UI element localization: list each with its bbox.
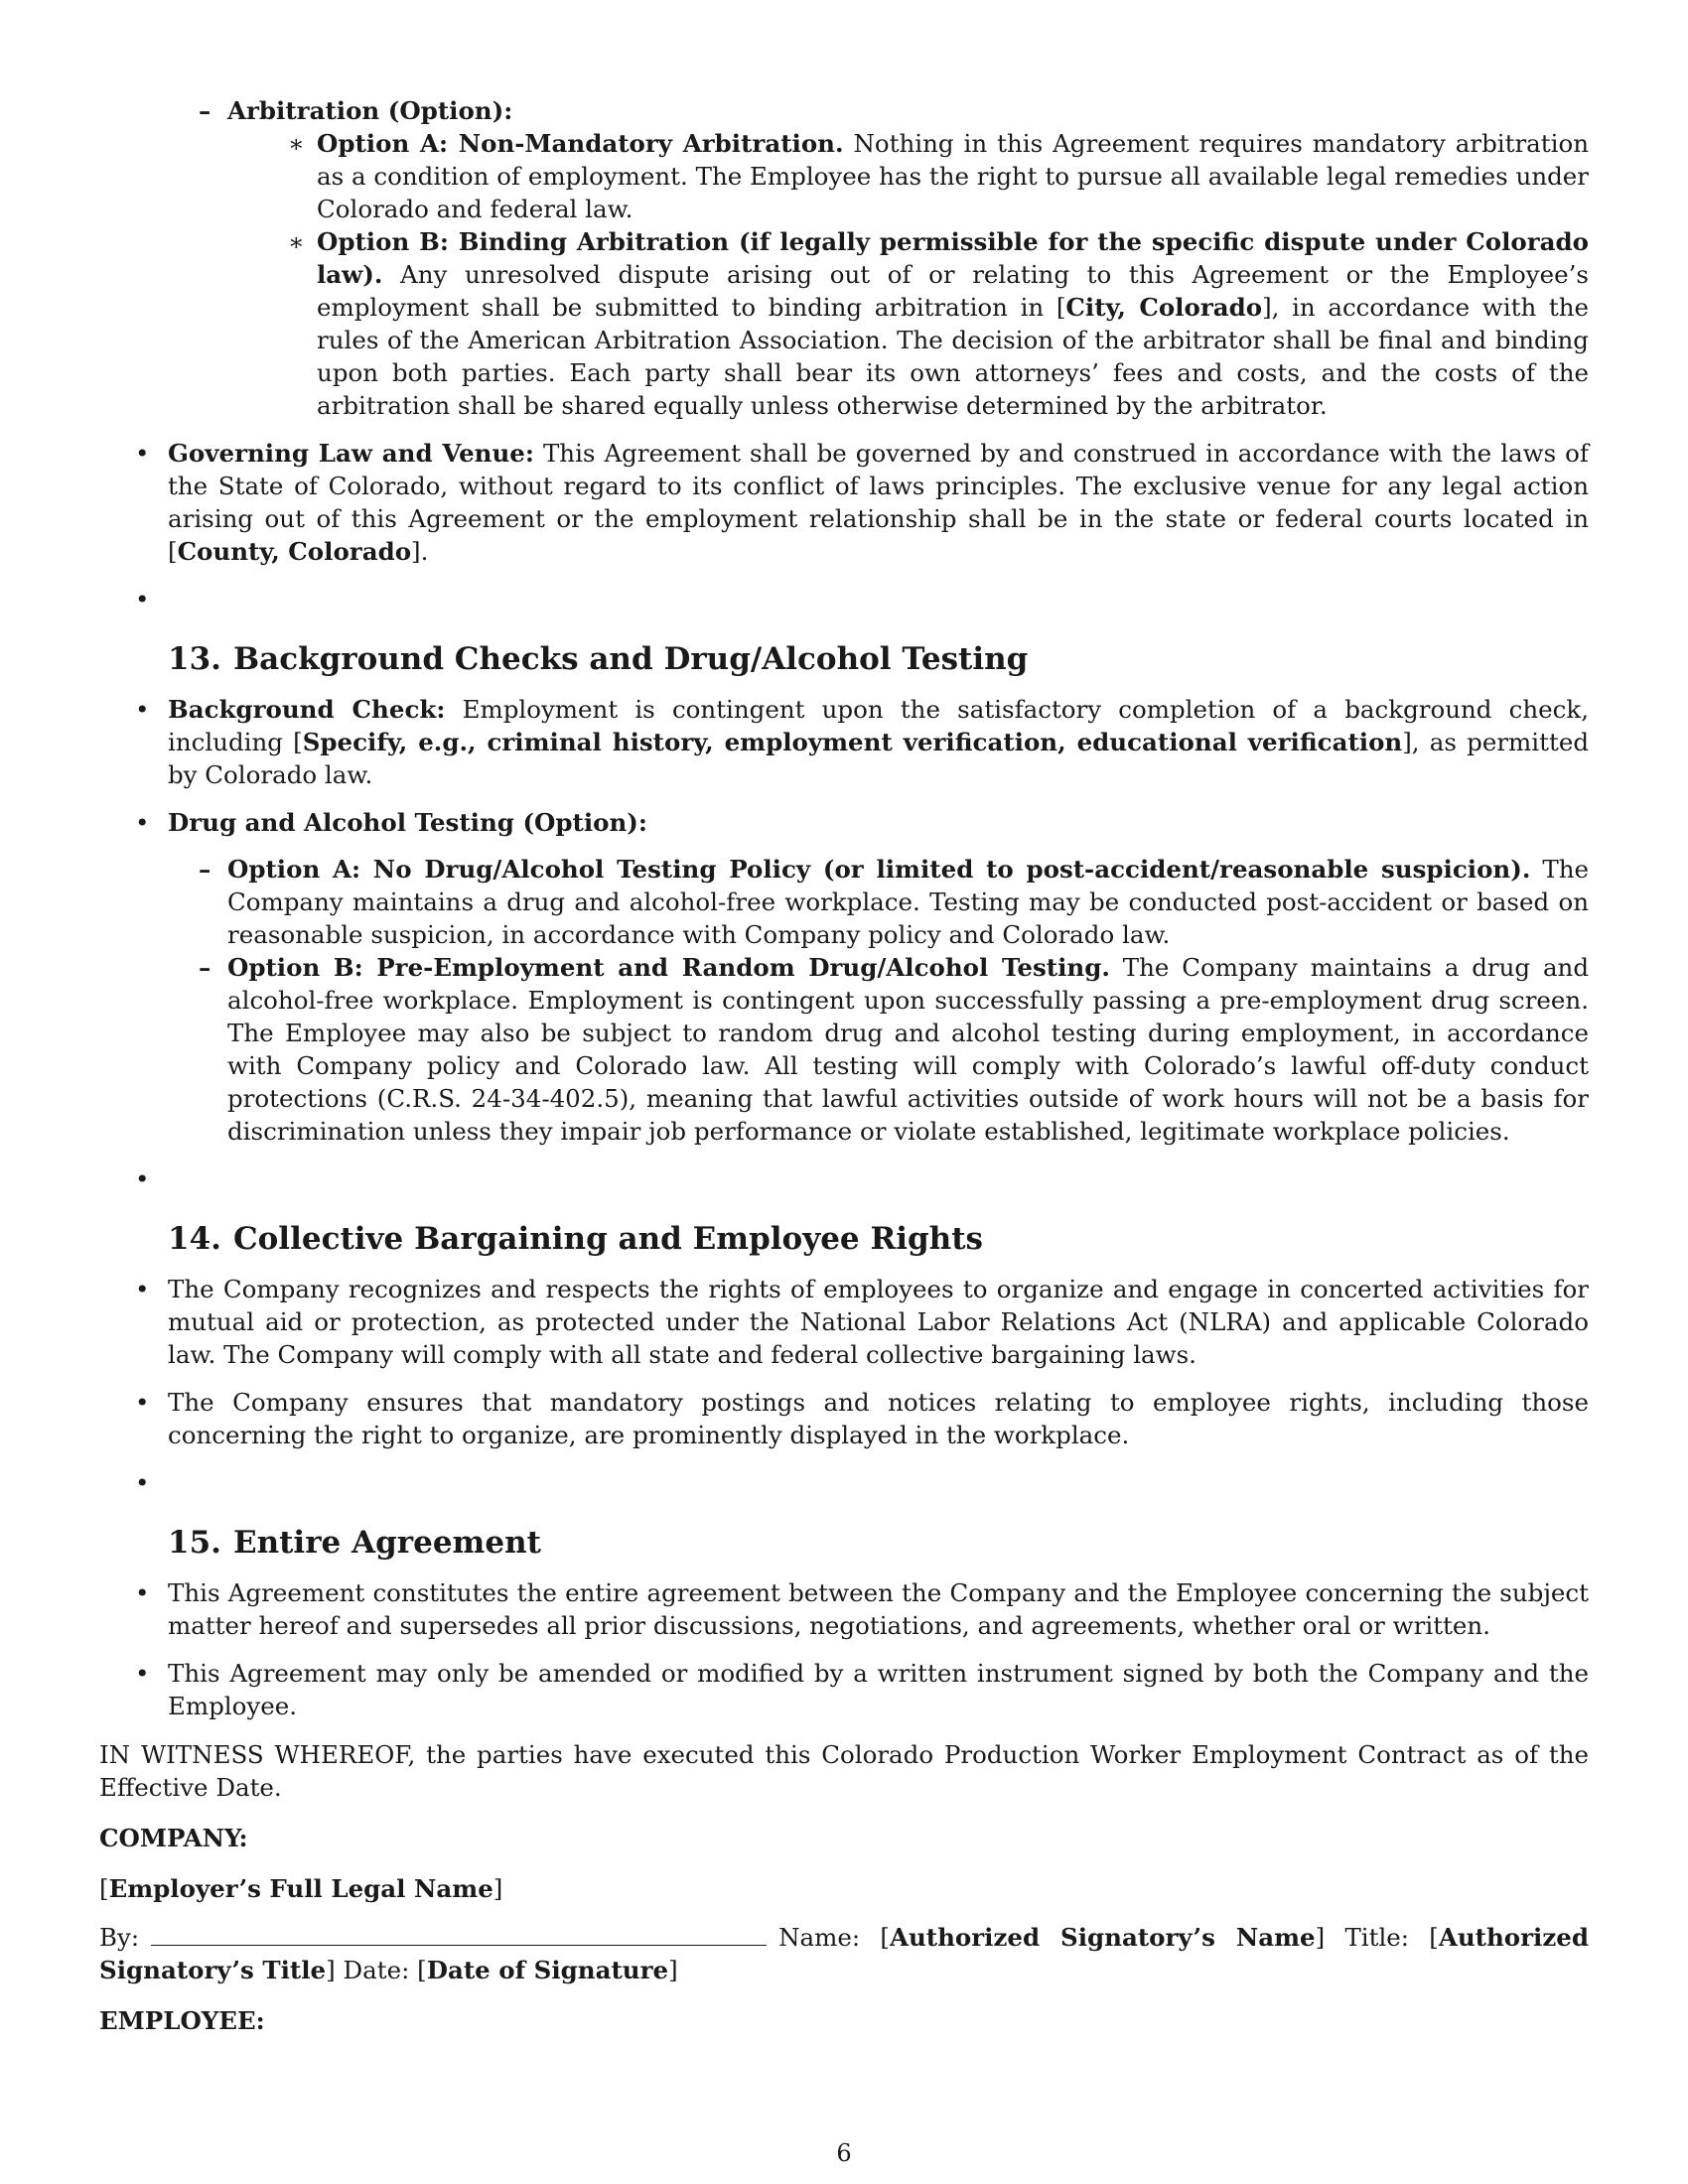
employer-name-placeholder: Employer’s Full Legal Name xyxy=(108,1874,493,1903)
drug-testing-options xyxy=(199,853,1589,1148)
list-item-text: • The Company recognizes and respects the rights of employees to organize and engage in concerted activities for mutual aid or protection, as protected under the National Labor Relations Act (NLRA) and applicable Colorado law. The Company will comply with all state and federal collective bargaining laws. xyxy=(168,1275,1589,1369)
drug-testing-title: Drug and Alcohol Testing (Option): xyxy=(168,808,647,837)
arbitration-list xyxy=(199,94,1589,422)
city-placeholder: City, Colorado xyxy=(1065,293,1263,322)
section-13-heading xyxy=(168,639,1589,679)
signature-line[interactable] xyxy=(151,1925,767,1946)
background-check-text: Employment is contingent upon the satisfactory completion of a background check, including [ xyxy=(168,695,1589,756)
employee-label: EMPLOYEE: xyxy=(99,2006,265,2035)
section-title: Entire Agreement xyxy=(232,1525,541,1561)
page-number: 6 xyxy=(836,2139,852,2167)
governing-law-text-end: ]. xyxy=(411,537,429,566)
name-label: Name: xyxy=(778,1923,861,1952)
drug-option-b xyxy=(199,951,1589,1148)
date-label: Date: xyxy=(343,1956,410,1984)
date-placeholder: Date of Signature xyxy=(426,1956,669,1984)
section-13-list xyxy=(99,693,1589,1195)
option-b-text-cont: ], in accordance with the rules of the American Arbitration Association. The decision of the arbitrator shall be final and binding upon both parties. Each party shall bear its own attorneys’ fees and costs, and the costs of the arbitration shall be shared equally unless otherwise determined by the arbitrator. xyxy=(317,293,1589,420)
governing-law-title: Governing Law and Venue: xyxy=(168,439,534,468)
option-b-text: Any unresolved dispute arising out of or relating to this Agreement or the Employee’s employment shall be submitted to binding arbitration in [ xyxy=(317,260,1589,322)
background-check-title: Background Check: xyxy=(168,695,446,724)
section-title: Collective Bargaining and Employee Rights xyxy=(232,1221,983,1257)
arbitration-option-b xyxy=(288,225,1589,422)
background-check-item xyxy=(99,693,1589,791)
empty-bullet xyxy=(99,1466,1589,1499)
governing-law-text: This Agreement shall be governed by and construed in accordance with the laws of the State of Colorado, without regard to its conflict of laws principles. The exclusive venue for any legal action arising out of this Agreement or the employment relationship shall be in the state or federal courts located in [ xyxy=(168,439,1590,566)
list-item-text: • This Agreement may only be amended or modified by a written instrument signed by both the Company and the Employee. xyxy=(168,1659,1589,1720)
section-15-heading xyxy=(168,1523,1589,1563)
by-label: By: xyxy=(99,1923,140,1952)
list-item-text: • This Agreement constitutes the entire agreement between the Company and the Employee concerning the subject matter hereof and supersedes all prior discussions, negotiations, and agreements, whether oral or written. xyxy=(168,1578,1589,1640)
empty-bullet xyxy=(99,1162,1589,1195)
background-placeholder: Specify, e.g., criminal history, employment verification, educational verification xyxy=(302,728,1403,756)
arbitration-heading: Arbitration (Option): xyxy=(227,96,513,125)
drug-option-a-title: Option A: No Drug/Alcohol Testing Policy (or limited to post-accident/reasonable suspicion). xyxy=(227,855,1531,884)
empty-bullet xyxy=(99,583,1589,615)
list-item xyxy=(99,1273,1589,1371)
arbitration-item xyxy=(199,94,1589,422)
drug-option-a xyxy=(199,853,1589,951)
title-placeholder: Authorized Signatory’s Title xyxy=(99,1923,1589,1984)
signature-block: By: Name: [Authorized Signatory’s Name] Title: [Authorized Signatory’s Title] Date: [Date of Signature] xyxy=(99,1923,1589,1984)
list-item xyxy=(99,1576,1589,1642)
section-number: 14. xyxy=(168,1221,221,1257)
county-placeholder: County, Colorado xyxy=(177,537,412,566)
drug-option-a-text: The Company maintains a drug and alcohol-free workplace. Testing may be conducted post-accident or based on reasonable suspicion, in accordance with Company policy and Colorado law. xyxy=(227,855,1589,949)
option-a-text: Nothing in this Agreement requires mandatory arbitration as a condition of employment. The Employee has the right to pursue all available legal remedies under Colorado and federal law. xyxy=(317,129,1589,223)
drug-option-b-title: Option B: Pre-Employment and Random Drug/Alcohol Testing. xyxy=(227,953,1110,982)
list-item xyxy=(99,1657,1589,1722)
title-label: Title: xyxy=(1344,1923,1410,1952)
list-item-text: • The Company ensures that mandatory postings and notices relating to employee rights, including those concerning the right to organize, are prominently displayed in the workplace. xyxy=(168,1388,1589,1449)
document-page xyxy=(99,94,1589,2037)
list-item xyxy=(99,1386,1589,1451)
option-a-title: Option A: Non-Mandatory Arbitration. xyxy=(317,129,844,158)
section-14-list xyxy=(99,1273,1589,1499)
governing-law-item xyxy=(99,437,1589,568)
drug-option-b-text: The Company maintains a drug and alcohol-free workplace. Employment is contingent upon successfully passing a pre-employment drug screen. The Employee may also be subject to random drug and alcohol testing during employment, in accordance with Company policy and Colorado law. All testing will comply with Colorado’s lawful off-duty conduct protections (C.R.S. 24-34-402.5), meaning that lawful activities outside of work hours will not be a basis for discrimination unless they impair job performance or violate established, legitimate workplace policies. xyxy=(227,953,1590,1146)
arbitration-options xyxy=(288,127,1589,422)
section-number: 15. xyxy=(168,1525,221,1561)
company-label: COMPANY: xyxy=(99,1824,248,1852)
section-number: 13. xyxy=(168,641,221,677)
employer-name-line: [Employer’s Full Legal Name] xyxy=(99,1874,503,1903)
background-check-text-end: ], as permitted by Colorado law. xyxy=(168,728,1590,789)
option-b-title: Option B: Binding Arbitration (if legally permissible for the specific dispute under Colorado law). xyxy=(317,227,1589,289)
name-placeholder: Authorized Signatory’s Name xyxy=(889,1923,1316,1952)
section-15-list xyxy=(99,1576,1589,1722)
section-title: Background Checks and Drug/Alcohol Testing xyxy=(232,641,1029,677)
section-14-heading xyxy=(168,1219,1589,1259)
governing-law-list xyxy=(99,437,1589,615)
arbitration-option-a xyxy=(288,127,1589,225)
witness-clause: IN WITNESS WHEREOF, the parties have executed this Colorado Production Worker Employment Contract as of the Effective Date. xyxy=(99,1740,1589,1802)
drug-testing-item xyxy=(99,806,1589,1148)
